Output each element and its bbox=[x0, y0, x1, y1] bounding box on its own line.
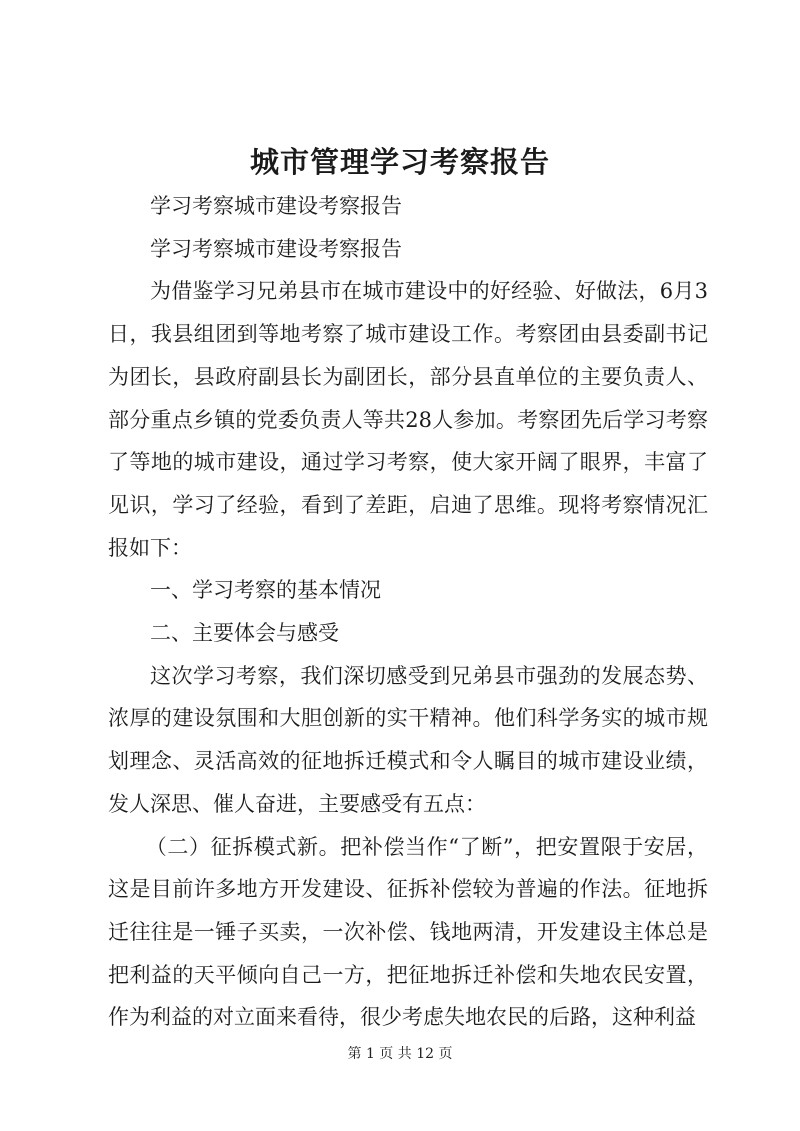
paragraph: 这次学习考察，我们深切感受到兄弟县市强劲的发展态势、浓厚的建设氛围和大胆创新的实干精神。他们科学务实的城市规划理念、灵活高效的征地拆迁模式和令人瞩目的城市建设业绩，发人深思、催人奋进，主要感受有五点： bbox=[108, 663, 708, 816]
document-title: 城市管理学习考察报告 bbox=[249, 145, 550, 179]
paragraph: （二）征拆模式新。把补偿当作“了断”，把安置限于安居，这是目前许多地方开发建设、征拆补偿较为普遍的作法。征地拆迁往往是一锤子买卖，一次补偿、钱地两清，开发建设主体总是把利益的天平倾向自己一方，把征地拆迁补偿和失地农民安置，作为利益的对立面来看待，很少考虑失地农民的后路，这种利益 bbox=[108, 834, 708, 1030]
page-number: 第 1 页 共 12 页 bbox=[347, 1046, 453, 1062]
paragraph: 为借鉴学习兄弟县市在城市建设中的好经验、好做法，6月3日，我县组团到等地考察了城市建设工作。考察团由县委副书记为团长，县政府副县长为副团长，部分县直单位的主要负责人、部分重点乡镇的党委负责人等共28人参加。考察团先后学习考察了等地的城市建设，通过学习考察，使大家开阔了眼界，丰富了见识，学习了经验，看到了差距，启迪了思维。现将考察情况汇报如下： bbox=[108, 279, 708, 560]
paragraph: 学习考察城市建设考察报告 bbox=[150, 194, 402, 218]
section-heading: 二、主要体会与感受 bbox=[150, 621, 339, 646]
paragraph: 学习考察城市建设考察报告 bbox=[150, 236, 402, 261]
section-heading: 一、学习考察的基本情况 bbox=[150, 578, 381, 603]
document-body bbox=[108, 185, 708, 1039]
